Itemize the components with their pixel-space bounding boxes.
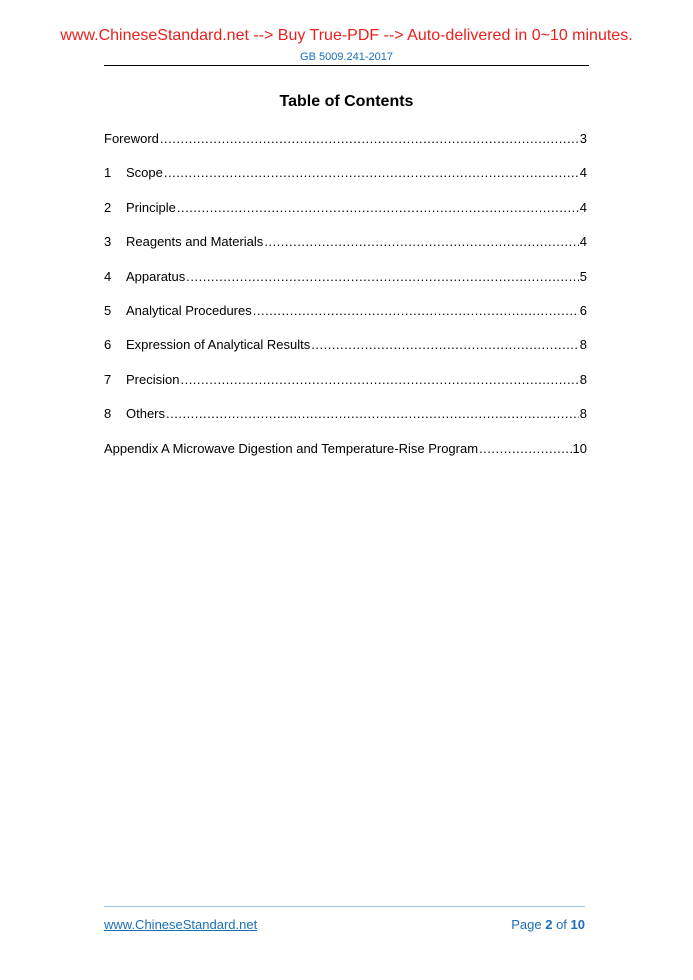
toc-entry-principle[interactable] <box>104 200 587 234</box>
toc-entry-analytical-procedures[interactable] <box>104 303 587 337</box>
toc-entry-number: 7 <box>104 371 112 387</box>
toc-leader-dots <box>164 165 579 180</box>
toc-entry-label: Scope <box>126 165 163 181</box>
toc-entry-label: Others <box>126 406 166 422</box>
toc-entry-label: Precision <box>126 371 180 387</box>
header-divider <box>104 65 589 66</box>
toc-entry-page: 4 <box>579 199 587 215</box>
toc-leader-dots <box>479 441 571 456</box>
toc-title: Table of Contents <box>279 93 414 110</box>
toc-entry-others[interactable] <box>104 406 587 440</box>
toc-entry-label: Principle <box>126 199 176 215</box>
toc-entry-number: 6 <box>104 337 112 353</box>
toc-leader-dots <box>180 372 578 387</box>
toc-leader-dots <box>166 406 579 421</box>
promo-banner: www.ChineseStandard.net --> Buy True-PDF --> Auto-delivered in 0~10 minutes. <box>60 27 633 44</box>
current-page-number: 2 <box>545 917 553 932</box>
toc-entry-page: 5 <box>579 268 587 284</box>
toc-entry-reagents[interactable] <box>104 234 587 268</box>
toc-entry-number: 1 <box>104 165 112 181</box>
toc-entry-page: 6 <box>579 302 587 318</box>
toc-leader-dots <box>311 337 579 352</box>
toc-entry-page: 8 <box>579 406 587 422</box>
page-of: of <box>556 917 567 932</box>
toc-entry-label: Apparatus <box>126 268 186 284</box>
toc-leader-dots <box>186 269 579 284</box>
toc-entry-page: 8 <box>579 337 587 353</box>
page-prefix: Page <box>511 917 542 932</box>
standard-number: GB 5009.241-2017 <box>300 51 393 63</box>
footer-website-link[interactable]: www.ChineseStandard.net <box>104 917 258 932</box>
toc-entry-label: Appendix A Microwave Digestion and Temperature-Rise Program <box>104 440 479 456</box>
toc-leader-dots <box>160 131 579 146</box>
table-of-contents <box>104 131 587 475</box>
toc-entry-number: 5 <box>104 302 112 318</box>
toc-entry-page: 8 <box>579 371 587 387</box>
toc-entry-number: 8 <box>104 406 112 422</box>
toc-entry-precision[interactable] <box>104 372 587 406</box>
toc-entry-page: 4 <box>579 234 587 250</box>
toc-entry-page: 10 <box>572 440 587 456</box>
toc-leader-dots <box>177 200 579 215</box>
toc-entry-page: 4 <box>579 165 587 181</box>
toc-entry-number: 4 <box>104 268 112 284</box>
toc-entry-page: 3 <box>579 131 587 146</box>
toc-entry-label: Foreword <box>104 131 159 146</box>
toc-leader-dots <box>264 234 578 249</box>
toc-entry-number: 3 <box>104 234 112 250</box>
toc-leader-dots <box>253 303 579 318</box>
total-pages: 10 <box>570 917 585 932</box>
toc-entry-appendix-a[interactable] <box>104 441 587 475</box>
page-indicator <box>511 917 585 932</box>
toc-entry-apparatus[interactable] <box>104 269 587 303</box>
footer-divider <box>104 906 585 907</box>
toc-entry-label: Expression of Analytical Results <box>126 337 311 353</box>
toc-entry-number: 2 <box>104 199 112 215</box>
toc-entry-label: Reagents and Materials <box>126 234 264 250</box>
toc-entry-expression-of-results[interactable] <box>104 337 587 371</box>
toc-entry-label: Analytical Procedures <box>126 302 252 318</box>
toc-entry-scope[interactable] <box>104 165 587 199</box>
toc-entry-foreword[interactable] <box>104 131 587 165</box>
